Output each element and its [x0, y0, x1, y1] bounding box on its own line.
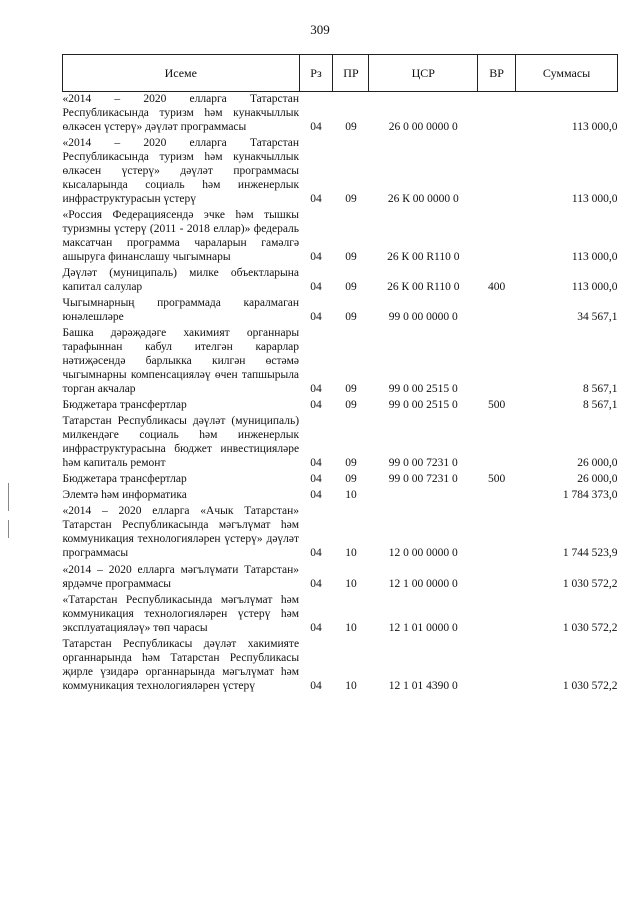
row-csr: 12 0 00 0000 0 — [388, 547, 458, 560]
row-vr — [478, 593, 516, 637]
row-rz: 04 — [310, 489, 322, 502]
row-sum: 26 000,0 — [577, 473, 618, 486]
table-row — [63, 326, 618, 398]
table-row — [63, 472, 618, 488]
row-name: Татарстан Республикасы дәүләт хакимияте органнарында һәм Татарстан Республикасы җирле үзидарә органнарында мәгълүмат һәм коммуникация технологияләрен үстерү — [62, 637, 300, 692]
row-name: «2014 – 2020 елларга «Ачык Татарстан» Татарстан Республикасында мәгълүмат һәм коммуникация технологияләрен үстерү» дәүләт программасы — [62, 505, 300, 560]
row-rz: 04 — [310, 473, 322, 486]
row-name: «Татарстан Республикасында мәгълүмат һәм коммуникация технологияләрен үстерү һәм эксплуатацияләү» төп чарасы — [62, 593, 300, 634]
row-vr — [478, 504, 516, 562]
budget-table — [62, 54, 618, 695]
row-pr: 10 — [345, 547, 357, 560]
row-csr: 99 0 00 2515 0 — [388, 383, 458, 396]
table-row — [63, 208, 618, 266]
row-pr: 09 — [345, 399, 357, 412]
row-sum: 1 744 523,9 — [562, 547, 618, 560]
row-csr: 99 0 00 7231 0 — [388, 473, 458, 486]
row-csr — [369, 488, 478, 504]
row-vr — [478, 563, 516, 593]
row-vr — [478, 136, 516, 208]
row-pr: 10 — [345, 577, 357, 590]
row-vr — [478, 92, 516, 137]
row-sum: 113 000,0 — [571, 251, 618, 264]
row-csr: 99 0 00 0000 0 — [388, 311, 458, 324]
table-row — [63, 637, 618, 695]
row-sum: 1 030 572,2 — [562, 621, 618, 634]
row-vr: 400 — [488, 281, 506, 294]
table-row — [63, 266, 618, 296]
margin-mark — [8, 520, 9, 538]
header-rz: Рз — [299, 55, 333, 92]
row-rz: 04 — [310, 121, 322, 134]
row-rz: 04 — [310, 399, 322, 412]
row-name: «2014 – 2020 елларга Татарстан Республикасында туризм һәм кунакчыллык өлкәсен үстерү» дәүләт программасы кысаларында социаль һәм инженерлык инфраструктурасын үстерү — [62, 137, 300, 206]
row-csr: 12 1 00 0000 0 — [388, 577, 458, 590]
row-sum: 113 000,0 — [571, 121, 618, 134]
row-csr: 99 0 00 2515 0 — [388, 399, 458, 412]
header-vr: ВР — [478, 55, 516, 92]
row-sum: 26 000,0 — [577, 457, 618, 470]
header-csr: ЦСР — [369, 55, 478, 92]
row-rz: 04 — [310, 577, 322, 590]
row-rz: 04 — [310, 383, 322, 396]
row-name: «2014 – 2020 елларга мәгълүмати Татарстан» ярдәмче программасы — [62, 563, 300, 590]
row-rz: 04 — [310, 457, 322, 470]
table-header-row — [63, 55, 618, 92]
table-row — [63, 414, 618, 472]
row-name: Татарстан Республикасы дәүләт (муниципаль) милкендәге социаль һәм инженерлык инфраструктурасына бюджет инвестицияләре һәм капиталь ремонт — [62, 415, 300, 470]
row-vr: 500 — [488, 473, 506, 486]
row-sum: 34 567,1 — [577, 311, 618, 324]
table-row — [63, 296, 618, 326]
row-pr: 09 — [345, 457, 357, 470]
row-rz: 04 — [310, 281, 322, 294]
row-sum: 1 784 373,0 — [562, 489, 618, 502]
row-csr: 26 К 00 0000 0 — [387, 193, 459, 206]
row-name: «2014 – 2020 елларга Татарстан Республикасында туризм һәм кунакчыллык өлкәсен үстерү» дәүләт программасы — [62, 93, 300, 134]
table-row — [63, 398, 618, 414]
table-row — [63, 504, 618, 562]
row-name: «Россия Федерациясендә эчке һәм тышкы туризмны үстерү (2011 - 2018 еллар)» федераль максатчан программа чараларын гамәлгә ашыруга финанслашу чыгымнары — [62, 209, 300, 264]
header-name: Исеме — [63, 55, 300, 92]
row-vr — [478, 326, 516, 398]
row-rz: 04 — [310, 193, 322, 206]
row-pr: 09 — [345, 193, 357, 206]
table-row — [63, 136, 618, 208]
row-pr: 09 — [345, 121, 357, 134]
row-csr: 12 1 01 4390 0 — [388, 679, 458, 692]
row-csr: 26 К 00 R110 0 — [387, 251, 460, 264]
table-row — [63, 488, 618, 504]
row-rz: 04 — [310, 311, 322, 324]
table-row — [63, 92, 618, 137]
row-csr: 26 К 00 R110 0 — [387, 281, 460, 294]
row-sum: 1 030 572,2 — [562, 679, 618, 692]
row-name: Чыгымнарның программада каралмаган юнәлешләре — [62, 297, 300, 324]
row-csr: 12 1 01 0000 0 — [388, 621, 458, 634]
row-pr: 09 — [345, 311, 357, 324]
row-sum: 8 567,1 — [583, 399, 618, 412]
row-pr: 10 — [345, 621, 357, 634]
row-name: Дәүләт (муниципаль) милке объектларына капитал салулар — [62, 267, 300, 294]
header-sum: Суммасы — [516, 55, 618, 92]
page-number: 309 — [310, 22, 330, 37]
row-rz: 04 — [310, 547, 322, 560]
row-pr: 10 — [345, 489, 357, 502]
row-rz: 04 — [310, 251, 322, 264]
table-row — [63, 563, 618, 593]
row-csr: 99 0 00 7231 0 — [388, 457, 458, 470]
row-pr: 09 — [345, 383, 357, 396]
row-sum: 113 000,0 — [571, 193, 618, 206]
row-rz: 04 — [310, 621, 322, 634]
row-pr: 09 — [345, 473, 357, 486]
row-vr — [478, 414, 516, 472]
row-name: Башка дәрәҗәдәге хакимият органнары тарафыннан кабул ителгән карарлар нәтиҗәсендә барлыкка килгән өстәмә чыгымнарны компенсацияләү өчен тапшырыла торган акчалар — [62, 327, 300, 396]
row-sum: 8 567,1 — [583, 383, 618, 396]
row-pr: 09 — [345, 251, 357, 264]
row-csr: 26 0 00 0000 0 — [388, 121, 458, 134]
margin-mark — [8, 483, 9, 511]
row-sum: 113 000,0 — [571, 281, 618, 294]
row-vr: 500 — [488, 399, 506, 412]
row-name: Бюджетара трансфертлар — [62, 399, 187, 412]
row-sum: 1 030 572,2 — [562, 577, 618, 590]
header-pr: ПР — [333, 55, 369, 92]
row-rz: 04 — [310, 679, 322, 692]
row-vr — [478, 208, 516, 266]
row-pr: 10 — [345, 679, 357, 692]
table-body — [63, 92, 618, 695]
table-row — [63, 593, 618, 637]
row-vr — [478, 296, 516, 326]
row-vr — [478, 637, 516, 695]
row-name: Бюджетара трансфертлар — [62, 473, 187, 486]
row-pr: 09 — [345, 281, 357, 294]
row-vr — [478, 488, 516, 504]
row-name: Элемтә һәм информатика — [62, 489, 187, 502]
